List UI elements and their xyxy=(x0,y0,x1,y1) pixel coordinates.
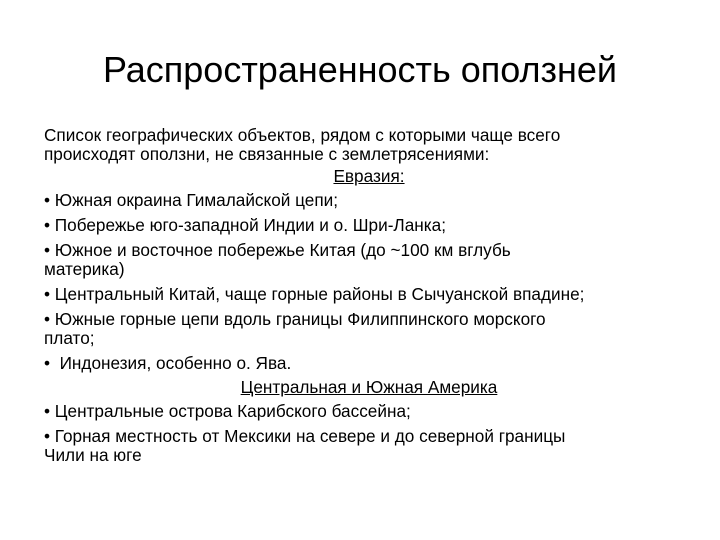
list-item-line: • Горная местность от Мексики на севере и до северной границы xyxy=(44,426,566,446)
region-heading-eurasia: Евразия: xyxy=(333,166,405,186)
list-item-mexico-chile xyxy=(44,427,694,465)
intro-line-2: происходят оползни, не связанные с землетрясениями: xyxy=(44,144,490,164)
intro-line-1: Список географических объектов, рядом с которыми чаще всего xyxy=(44,125,561,145)
list-item-line: • Побережье юго-западной Индии и о. Шри-Ланка; xyxy=(44,215,446,235)
list-item-india xyxy=(44,216,694,235)
list-item-central-china xyxy=(44,285,694,304)
slide-title: Распространенность оползней xyxy=(102,49,618,90)
list-item-china-coast xyxy=(44,241,694,279)
list-item-line: • Индонезия, особенно о. Ява. xyxy=(44,353,292,373)
list-item-caribbean xyxy=(44,402,694,421)
list-item-philippine xyxy=(44,310,694,348)
list-item-line: Чили на юге xyxy=(44,445,142,465)
slide-content xyxy=(44,126,694,465)
region-heading-americas: Центральная и Южная Америка xyxy=(240,377,498,397)
list-item-line: • Центральный Китай, чаще горные районы в Сычуанской впадине; xyxy=(44,284,585,304)
list-item-line: • Южная окраина Гималайской цепи; xyxy=(44,190,339,210)
list-item-line: • Центральные острова Карибского бассейна; xyxy=(44,401,411,421)
list-item-line: материка) xyxy=(44,259,125,279)
list-item-line: • Южное и восточное побережье Китая (до ~100 км вглубь xyxy=(44,240,511,260)
list-item-himalaya xyxy=(44,191,694,210)
list-item-line: плато; xyxy=(44,328,95,348)
list-item-indonesia xyxy=(44,354,694,373)
list-item-line: • Южные горные цепи вдоль границы Филиппинского морского xyxy=(44,309,546,329)
